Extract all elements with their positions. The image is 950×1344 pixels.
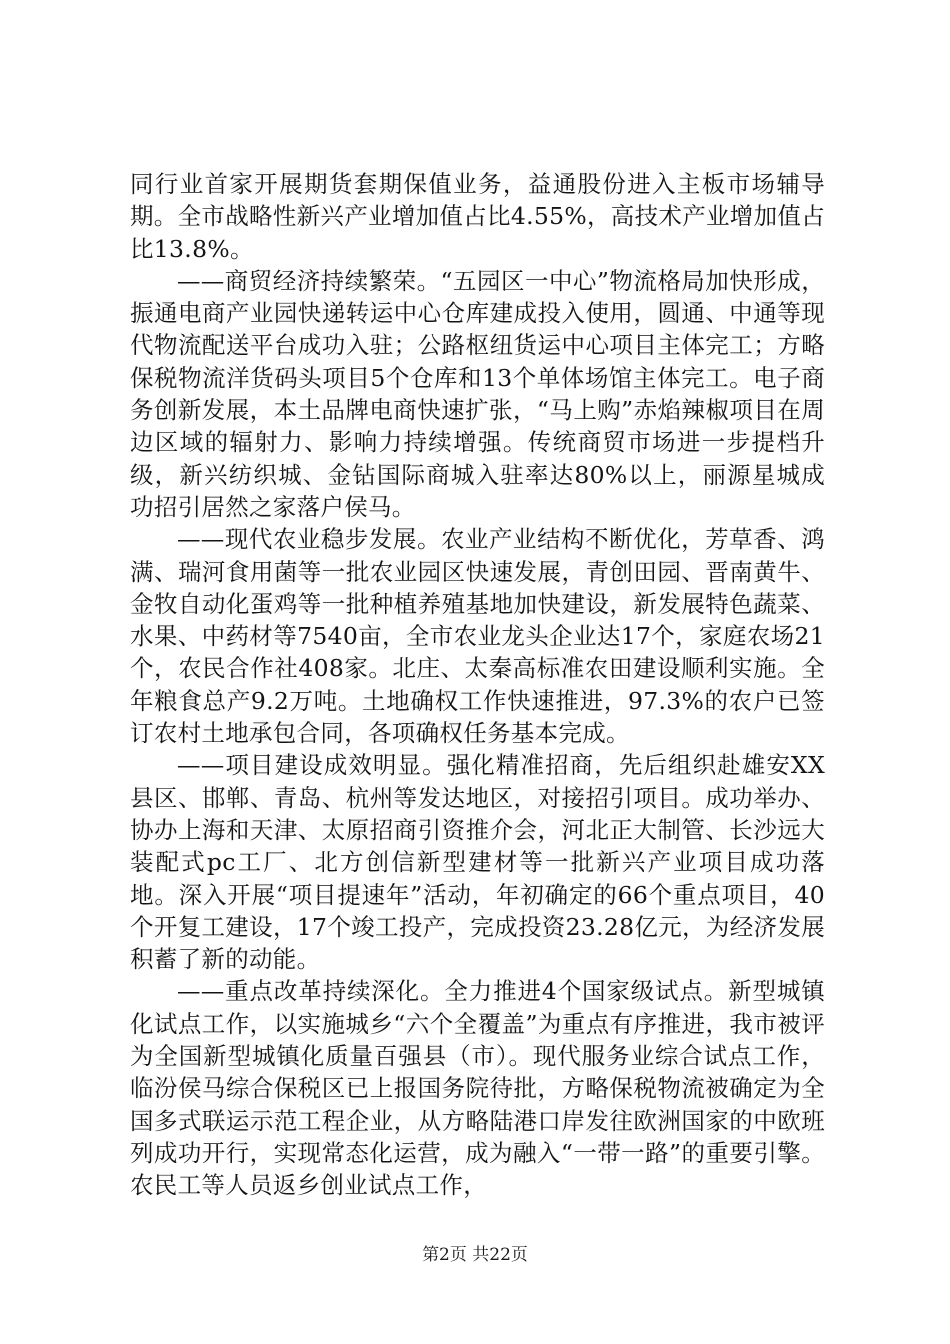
document-body [130,168,825,1202]
paragraph-commerce: ——商贸经济持续繁荣。“五园区一中心”物流格局加快形成，振通电商产业园快递转运中心仓库建成投入使用，圆通、中通等现代物流配送平台成功入驻；公路枢纽货运中心项目主体完工；方略保税物流洋货码头项目5个仓库和13个单体场馆主体完工。电子商务创新发展，本土品牌电商快速扩张，“马上购”赤焰辣椒项目在周边区域的辐射力、影响力持续增强。传统商贸市场进一步提档升级，新兴纺织城、金钻国际商城入驻率达80%以上，丽源星城成功招引居然之家落户侯马。 [130,266,825,521]
paragraph-industry-continued: 同行业首家开展期货套期保值业务，益通股份进入主板市场辅导期。全市战略性新兴产业增加值占比4.55%，高技术产业增加值占比13.8%。 [130,170,825,263]
page-number-footer: 第2页 共22页 [422,1245,528,1265]
paragraph-reform: ——重点改革持续深化。全力推进4个国家级试点。新型城镇化试点工作，以实施城乡“六个全覆盖”为重点有序推进，我市被评为全国新型城镇化质量百强县（市）。现代服务业综合试点工作，临汾侯马综合保税区已上报国务院待批，方略保税物流被确定为全国多式联运示范工程企业，从方略陆港口岸发往欧洲国家的中欧班列成功开行，实现常态化运营，成为融入“一带一路”的重要引擎。农民工等人员返乡创业试点工作， [130,977,825,1200]
paragraph-agriculture: ——现代农业稳步发展。农业产业结构不断优化，芳草香、鸿满、瑞河食用菌等一批农业园区快速发展，青创田园、晋南黄牛、金牧自动化蛋鸡等一批种植养殖基地加快建设，新发展特色蔬菜、水果、中药材等7540亩，全市农业龙头企业达17个，家庭农场21个，农民合作社408家。北庄、太秦高标准农田建设顺利实施。全年粮食总产9.2万吨。土地确权工作快速推进，97.3%的农户已签订农村土地承包合同，各项确权任务基本完成。 [130,525,825,748]
paragraph-projects: ——项目建设成效明显。强化精准招商，先后组织赴雄安XX县区、邯郸、青岛、杭州等发达地区，对接招引项目。成功举办、协办上海和天津、太原招商引资推介会，河北正大制管、长沙远大装配式pc工厂、北方创信新型建材等一批新兴产业项目成功落地。深入开展“项目提速年”活动，年初确定的66个重点项目，40个开复工建设，17个竣工投产，完成投资23.28亿元，为经济发展积蓄了新的动能。 [130,751,825,974]
